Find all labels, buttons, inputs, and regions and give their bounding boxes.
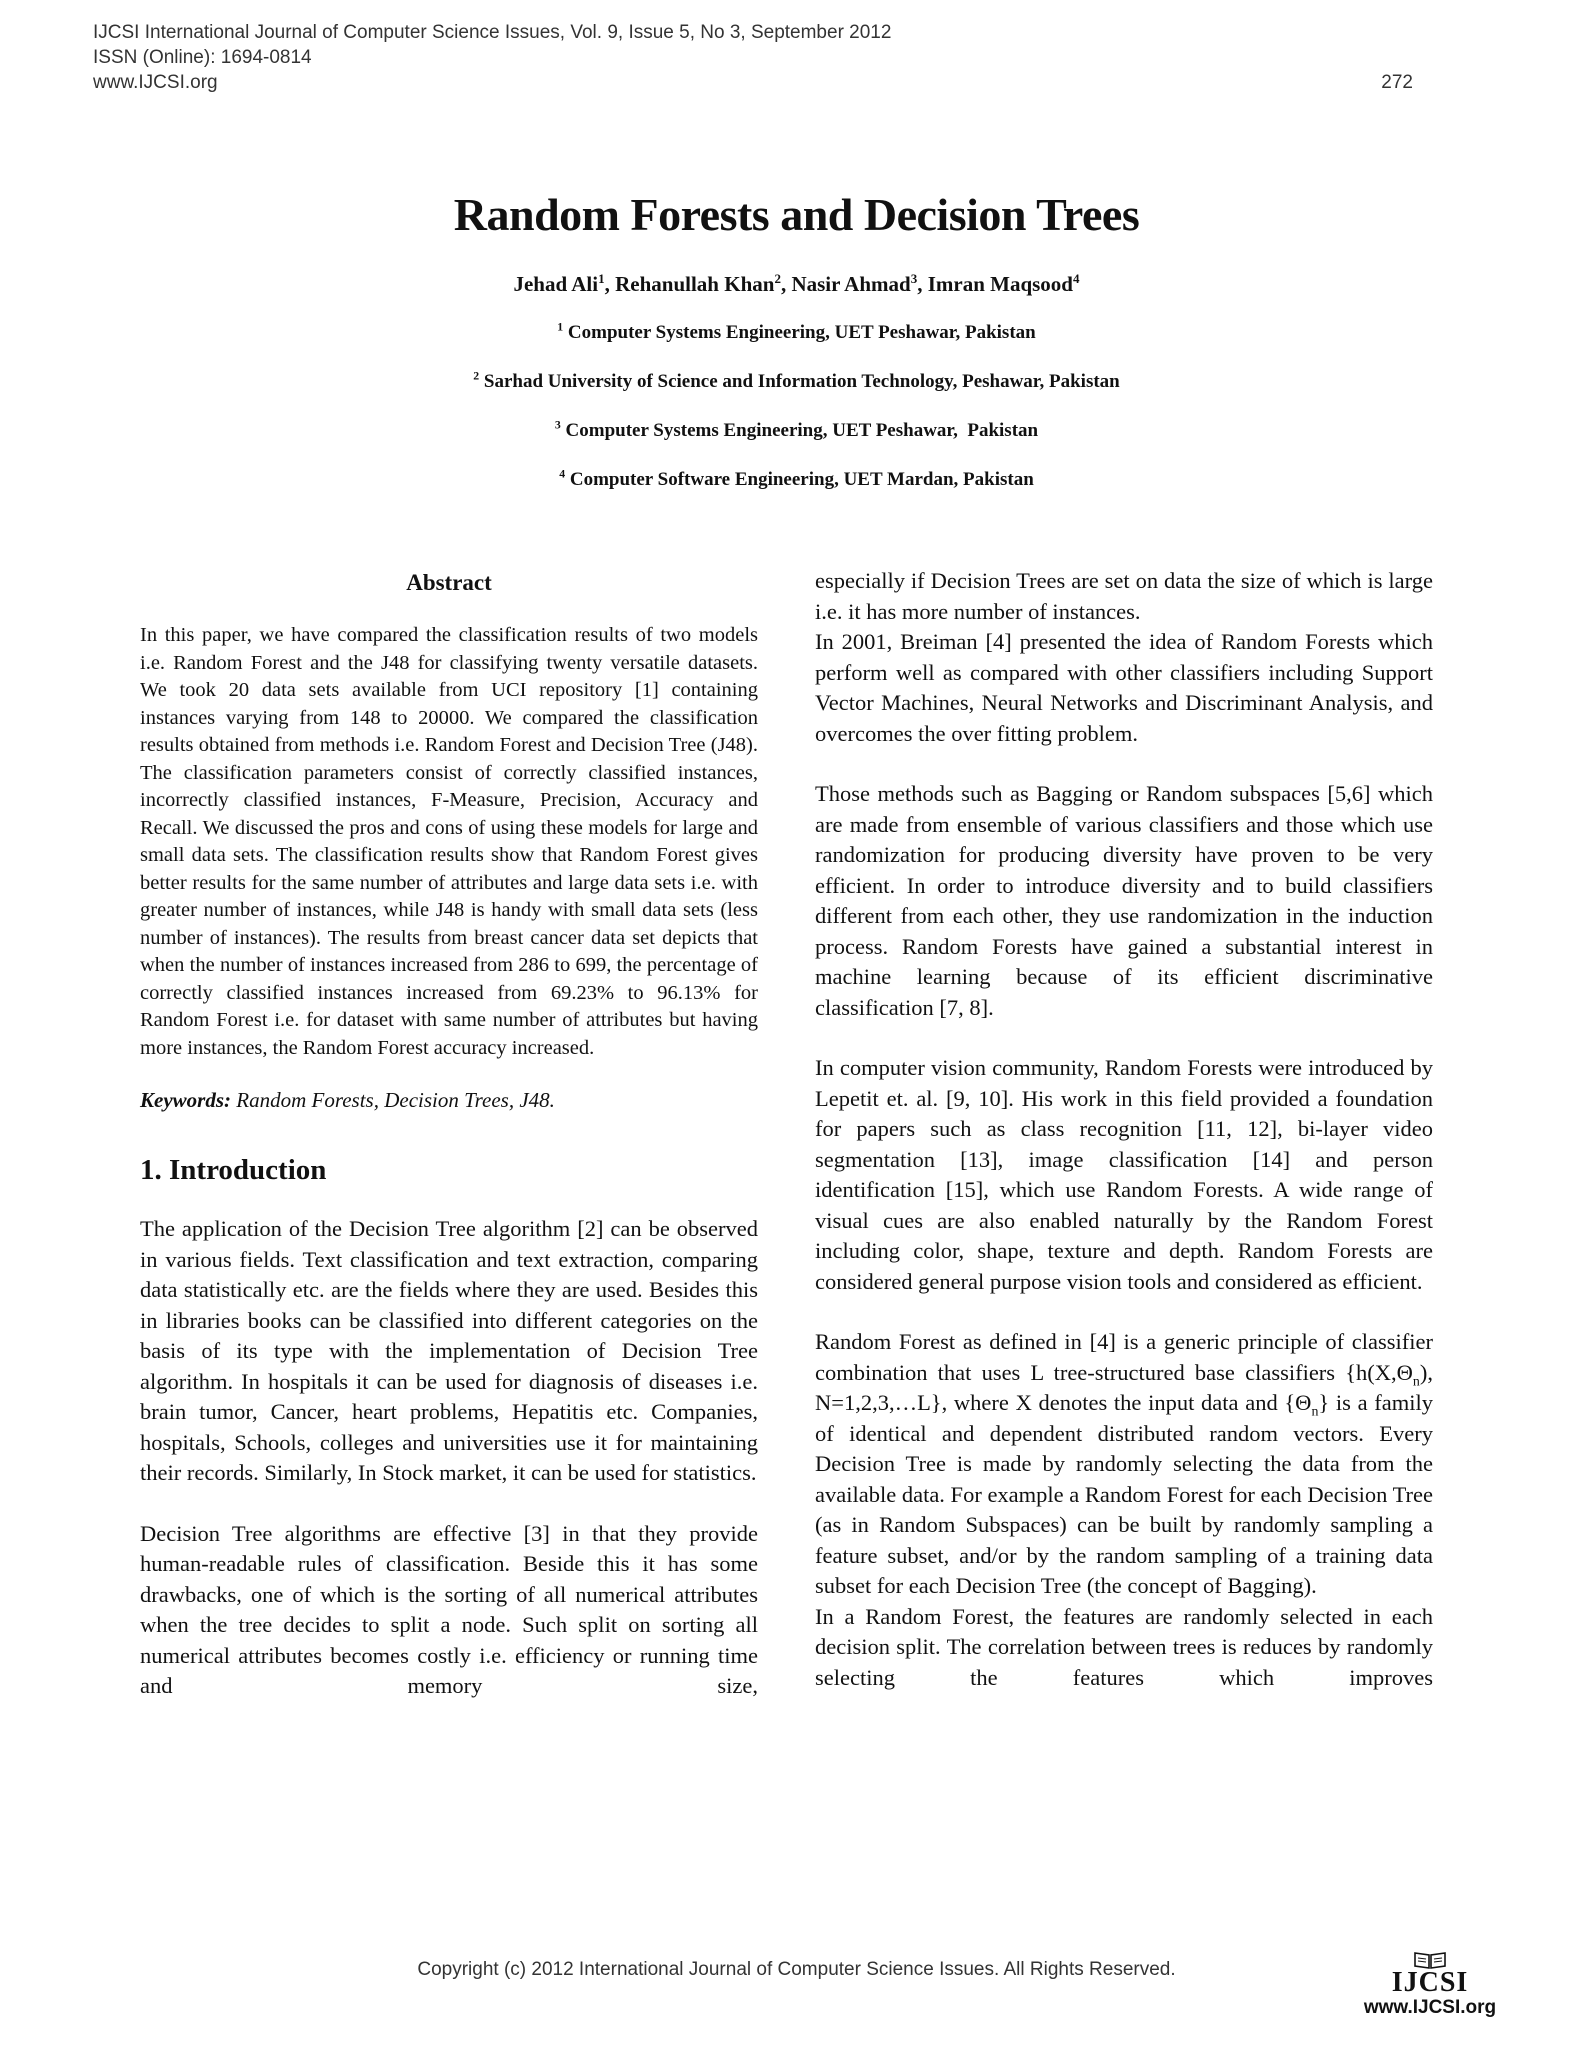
author-affiliation-marker: 4 <box>1072 271 1080 286</box>
section-heading-introduction: 1. Introduction <box>140 1154 327 1186</box>
author-name: Nasir Ahmad <box>791 272 911 296</box>
paragraph: In computer vision community, Random Forests were introduced by Lepetit et. al. [9, 10]. His work in this field provided a foundation for papers such as class recognition [11, 12], bi-layer video segmentation [13], image classification [14] and person identification [15], which use Random Forests. A wide range of visual cues are also enabled naturally by the Random Forest including color, shape, texture and depth. Random Forests are considered general purpose vision tools and considered as efficient. <box>815 1055 1433 1294</box>
affiliation <box>0 371 1593 393</box>
paper-title: Random Forests and Decision Trees <box>453 189 1140 240</box>
journal-url: www.IJCSI.org <box>93 72 218 93</box>
paragraph: The application of the Decision Tree algorithm [2] can be observed in various fields. Text classification and text extraction, comparing data statistically etc. are the fields where they are used. Besides this in libraries books can be classified into different categories on the basis of its type with the implementation of Decision Tree algorithm. In hospitals it can be used for diagnosis of diseases i.e. brain tumor, Cancer, heart problems, Hepatitis etc. Companies, hospitals, Schools, colleges and universities use it for maintaining their records. Similarly, In Stock market, it can be used for statistics. <box>140 1216 758 1485</box>
affiliation-text: Sarhad University of Science and Information Technology, Peshawar, Pakistan <box>483 371 1120 392</box>
author-name: Rehanullah Khan <box>615 272 775 296</box>
paragraph: Those methods such as Bagging or Random subspaces [5,6] which are made from ensemble of various classifiers and those which use randomization for producing diversity have proven to be very efficient. In order to introduce diversity and to build classifiers different from each other, they use randomization in the induction process. Random Forests have gained a substantial interest in machine learning because of its efficient discriminative classification [7, 8]. <box>815 781 1433 1020</box>
subscript: n <box>1311 1404 1319 1420</box>
issn: ISSN (Online): 1694-0814 <box>93 47 312 68</box>
author-name: Imran Maqsood <box>927 272 1073 296</box>
affiliation <box>0 322 1593 344</box>
right-column <box>815 566 1433 1693</box>
paragraph: Decision Tree algorithms are effective [3] in that they provide human-readable rules of classification. Beside this it has some drawbacks, one of which is the sorting of all numerical attributes when the tree decides to split a node. Such split on sorting all numerical attributes becomes costly i.e. efficiency or running time and memory size, <box>140 1520 758 1698</box>
affiliation-marker: 2 <box>473 369 480 383</box>
affiliation-text: Computer Software Engineering, UET Mardan, Pakistan <box>569 469 1034 490</box>
paragraph: especially if Decision Trees are set on data the size of which is large i.e. it has more number of instances. <box>815 568 1433 624</box>
abstract-heading: Abstract <box>406 570 492 595</box>
page-number: 272 <box>1381 72 1413 93</box>
keywords <box>140 1086 758 1114</box>
affiliation <box>0 469 1593 491</box>
running-header <box>93 20 1413 95</box>
logo-url: www.IJCSI.org <box>1363 1997 1497 2018</box>
left-column <box>140 566 758 1702</box>
text-segment: ), N=1,2,3,…L}, where X denotes the input data and {Θ <box>815 1359 1433 1415</box>
paragraph: In a Random Forest, the features are randomly selected in each decision split. The correlation between trees is reduces by randomly selecting the features which improves <box>815 1603 1433 1690</box>
affiliation <box>0 420 1593 442</box>
ijcsi-logo <box>1350 1950 1510 2020</box>
journal-name: IJCSI International Journal of Computer Science Issues, Vol. 9, Issue 5, No 3, September 2012 <box>93 22 892 43</box>
paragraph <box>815 1327 1433 1602</box>
logo-text: IJCSI <box>1391 1967 1469 1998</box>
text-segment: Random Forest as defined in [4] is a generic principle of classifier combination that uses L tree-structured base classifiers {h(X,Θ <box>815 1329 1433 1385</box>
affiliation-text: Computer Systems Engineering, UET Peshawar, Pakistan <box>565 420 1039 441</box>
author-affiliation-marker: 3 <box>910 271 918 286</box>
author-name: Jehad Ali <box>513 272 599 296</box>
paragraph: In 2001, Breiman [4] presented the idea of Random Forests which perform well as compared with other classifiers including Support Vector Machines, Neural Networks and Discriminant Analysis, and overcomes the over fitting problem. <box>815 629 1433 746</box>
affiliation-marker: 3 <box>554 418 561 432</box>
keywords-label: Keywords: <box>140 1088 231 1112</box>
text-segment: } is a family of identical and dependent distributed random vectors. Every Decision Tree is made by randomly selecting the data from the available data. For example a Random Forest for each Decision Tree (as in Random Subspaces) can be built by randomly sampling a feature subset, and/or by the random sampling of a training data subset for each Decision Tree (the concept of Bagging). <box>815 1390 1433 1598</box>
author-list: Jehad Ali$^1$, Rehanullah Khan$^2$, Nasir Ahmad$^3$, Imran Maqsood$^4$ <box>513 271 1080 296</box>
abstract-text: In this paper, we have compared the classification results of two models i.e. Random Forest and the J48 for classifying twenty versatile datasets. We took 20 data sets available from UCI repository [1] containing instances varying from 148 to 20000. We compared the classification results obtained from methods i.e. Random Forest and Decision Tree (J48). The classification parameters consist of correctly classified instances, incorrectly classified instances, F-Measure, Precision, Accuracy and Recall. We discussed the pros and cons of using these models for large and small data sets. The classification results show that Random Forest gives better results for the same number of attributes and large data sets i.e. with greater number of instances, while J48 is handy with small data sets (less number of instances). The results from breast cancer data set depicts that when the number of instances increased from 286 to 699, the percentage of correctly classified instances increased from 69.23% to 96.13% for Random Forest i.e. for dataset with same number of attributes but having more instances, the Random Forest accuracy increased. <box>140 624 758 1059</box>
author-affiliation-marker: 1 <box>598 271 605 286</box>
subscript: n <box>1412 1374 1420 1389</box>
affiliation-marker: 1 <box>557 320 564 334</box>
affiliation-marker: 4 <box>559 467 566 481</box>
affiliation-text: Computer Systems Engineering, UET Peshawar, Pakistan <box>567 322 1036 343</box>
copyright-footer: Copyright (c) 2012 International Journal of Computer Science Issues. All Rights Reserved. <box>417 1959 1176 1980</box>
keywords-text: Random Forests, Decision Trees, J48. <box>231 1088 555 1112</box>
author-affiliation-marker: 2 <box>774 271 781 286</box>
